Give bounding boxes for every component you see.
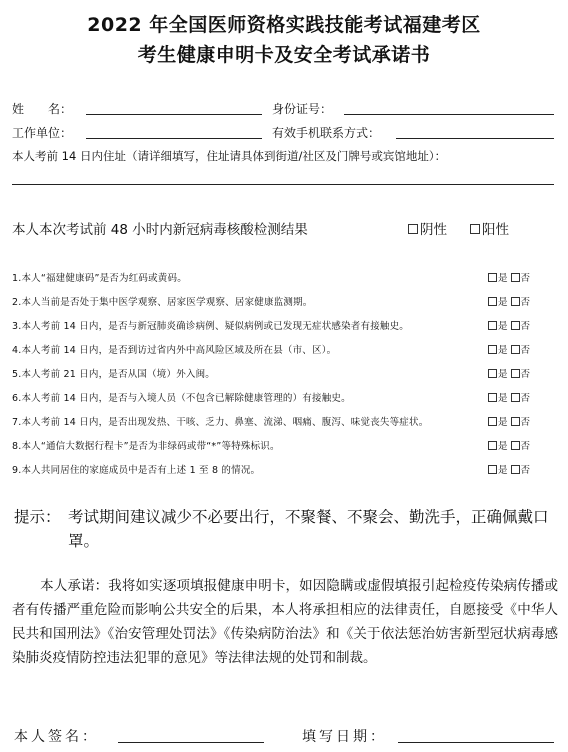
question-item: 1.本人“福建健康码”是否为红码或黄码。 bbox=[12, 273, 187, 284]
checkbox-icon[interactable] bbox=[511, 441, 520, 450]
yes-label: 是 bbox=[498, 321, 508, 332]
checkbox-icon[interactable] bbox=[408, 224, 418, 234]
checkbox-icon[interactable] bbox=[488, 321, 497, 330]
checkbox-icon[interactable] bbox=[511, 321, 520, 330]
yes-no-options[interactable] bbox=[488, 270, 530, 284]
question-item: 7.本人考前 14 日内，是否出现发热、干咳、乏力、鼻塞、流涕、咽痛、腹泻、味觉丧失等症状。 bbox=[12, 417, 429, 428]
no-label: 否 bbox=[520, 465, 531, 476]
yes-no-options[interactable] bbox=[488, 294, 530, 308]
pcr-label: 本人本次考试前 48 小时内新冠病毒核酸检测结果 bbox=[12, 222, 308, 238]
pcr-positive-option[interactable] bbox=[470, 218, 509, 238]
checkbox-icon[interactable] bbox=[488, 465, 497, 474]
yes-no-options[interactable] bbox=[488, 390, 530, 404]
yes-no-options[interactable] bbox=[488, 342, 530, 356]
address-field[interactable] bbox=[12, 184, 554, 185]
question-item: 4.本人考前 14 日内，是否到访过省内外中高风险区域及所在县（市、区）。 bbox=[12, 345, 337, 356]
checkbox-icon[interactable] bbox=[488, 393, 497, 402]
checkbox-icon[interactable] bbox=[488, 369, 497, 378]
work-label: 工作单位： bbox=[12, 126, 73, 140]
phone-label: 有效手机联系方式： bbox=[272, 126, 381, 140]
checkbox-icon[interactable] bbox=[488, 297, 497, 306]
yes-label: 是 bbox=[498, 297, 508, 308]
yes-label: 是 bbox=[498, 369, 508, 380]
pcr-negative-option[interactable] bbox=[408, 218, 447, 238]
checkbox-icon[interactable] bbox=[511, 345, 520, 354]
yes-no-options[interactable] bbox=[488, 414, 530, 428]
pcr-negative-label: 阴性 bbox=[420, 222, 447, 238]
yes-label: 是 bbox=[498, 417, 508, 428]
checkbox-icon[interactable] bbox=[511, 393, 520, 402]
checkbox-icon[interactable] bbox=[511, 369, 520, 378]
tip-text: 考试期间建议减少不必要出行，不聚餐、不聚会、勤洗手，正确佩戴口罩。 bbox=[68, 508, 549, 550]
yes-label: 是 bbox=[498, 273, 508, 284]
question-item: 9.本人共同居住的家庭成员中是否有上述 1 至 8 的情况。 bbox=[12, 465, 261, 476]
id-label: 身份证号： bbox=[272, 102, 333, 116]
tip-label: 提示： bbox=[14, 508, 61, 526]
checkbox-icon[interactable] bbox=[470, 224, 480, 234]
title-line-2: 考生健康申明卡及安全考试承诺书 bbox=[137, 44, 431, 66]
no-label: 否 bbox=[520, 393, 531, 404]
checkbox-icon[interactable] bbox=[488, 273, 497, 282]
promise-text: 本人承诺：我将如实逐项填报健康申明卡，如因隐瞒或虚假填报引起检疫传染病传播或者有传播严重危险而影响公共安全的后果，本人将承担相应的法律责任，自愿接受《中华人民共和国刑法》《治安管理处罚法》《传染病防治法》和《关于依法惩治妨害新型冠状病毒感染肺炎疫情防控违法犯罪的意见》等法律法规的处罚和制裁。 bbox=[12, 578, 558, 666]
no-label: 否 bbox=[520, 297, 531, 308]
id-field[interactable] bbox=[344, 114, 554, 115]
question-item: 6.本人考前 14 日内，是否与入境人员（不包含已解除健康管理的）有接触史。 bbox=[12, 393, 351, 404]
name-label: 姓 名： bbox=[12, 102, 73, 116]
checkbox-icon[interactable] bbox=[488, 417, 497, 426]
yes-label: 是 bbox=[498, 465, 508, 476]
yes-label: 是 bbox=[498, 345, 508, 356]
yes-no-options[interactable] bbox=[488, 438, 530, 452]
no-label: 否 bbox=[520, 369, 531, 380]
checkbox-icon[interactable] bbox=[488, 441, 497, 450]
no-label: 否 bbox=[520, 321, 531, 332]
checkbox-icon[interactable] bbox=[511, 297, 520, 306]
address-label: 本人考前 14 日内住址（请详细填写，住址请具体到街道/社区及门牌号或宾馆地址）： bbox=[12, 149, 447, 163]
work-field[interactable] bbox=[86, 138, 262, 139]
promise-paragraph bbox=[12, 574, 558, 670]
checkbox-icon[interactable] bbox=[511, 417, 520, 426]
question-item: 2.本人当前是否处于集中医学观察、居家医学观察、居家健康监测期。 bbox=[12, 297, 313, 308]
yes-label: 是 bbox=[498, 393, 508, 404]
checkbox-icon[interactable] bbox=[511, 273, 520, 282]
date-label: 填写日期： bbox=[302, 729, 387, 745]
no-label: 否 bbox=[520, 441, 531, 452]
date-field[interactable] bbox=[398, 742, 554, 743]
yes-no-options[interactable] bbox=[488, 366, 530, 380]
signature-label: 本人签名： bbox=[14, 729, 99, 745]
phone-field[interactable] bbox=[396, 138, 554, 139]
title-line-1: 2022 年全国医师资格实践技能考试福建考区 bbox=[87, 14, 481, 36]
no-label: 否 bbox=[520, 417, 531, 428]
name-field[interactable] bbox=[86, 114, 262, 115]
question-item: 3.本人考前 14 日内，是否与新冠肺炎确诊病例、疑似病例或已发现无症状感染者有接触史。 bbox=[12, 321, 409, 332]
yes-label: 是 bbox=[498, 441, 508, 452]
pcr-positive-label: 阳性 bbox=[482, 222, 509, 238]
signature-field[interactable] bbox=[118, 742, 264, 743]
question-item: 8.本人“通信大数据行程卡”是否为非绿码或带“*”等特殊标识。 bbox=[12, 441, 280, 452]
checkbox-icon[interactable] bbox=[488, 345, 497, 354]
yes-no-options[interactable] bbox=[488, 462, 530, 476]
checkbox-icon[interactable] bbox=[511, 465, 520, 474]
no-label: 否 bbox=[520, 345, 531, 356]
yes-no-options[interactable] bbox=[488, 318, 530, 332]
question-item: 5.本人考前 21 日内，是否从国（境）外入闽。 bbox=[12, 369, 215, 380]
no-label: 否 bbox=[520, 273, 531, 284]
